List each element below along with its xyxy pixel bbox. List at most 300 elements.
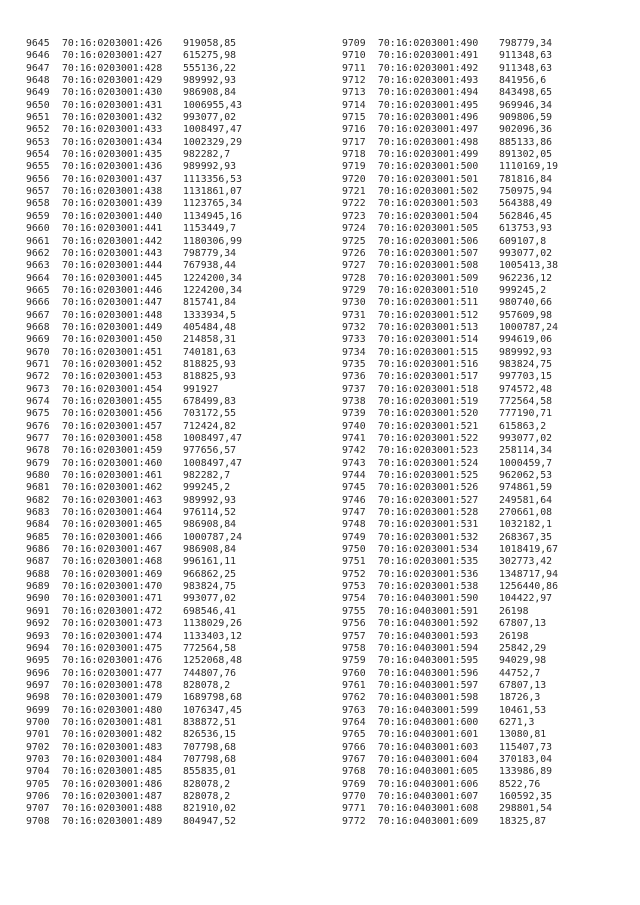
cadastral-number: 70:16:0203001:433	[62, 124, 163, 136]
cadastral-number: 70:16:0403001:600	[378, 716, 479, 728]
cadastral-number: 70:16:0203001:463	[62, 494, 163, 506]
cadastral-number: 70:16:0203001:490	[378, 38, 479, 49]
cadastral-value: 1133403,12	[183, 630, 242, 642]
cadastral-number: 70:16:0403001:606	[378, 778, 479, 790]
cadastral-number: 70:16:0203001:462	[62, 482, 163, 494]
cadastral-number: 70:16:0203001:520	[378, 408, 479, 420]
cadastral-number: 70:16:0403001:603	[378, 741, 479, 753]
cadastral-number: 70:16:0203001:469	[62, 568, 163, 580]
row-number: 9722	[342, 198, 366, 210]
table-row	[26, 75, 242, 87]
table-row	[342, 149, 558, 161]
row-number: 9656	[26, 173, 50, 185]
cadastral-value: 804947,52	[183, 815, 237, 827]
table-row	[26, 408, 242, 420]
cadastral-value: 133986,89	[499, 766, 553, 778]
cadastral-number: 70:16:0403001:595	[378, 655, 479, 667]
cadastral-value: 214858,31	[183, 334, 237, 346]
table-row	[342, 668, 558, 680]
cadastral-value: 982282,7	[183, 470, 231, 482]
cadastral-number: 70:16:0203001:488	[62, 803, 163, 815]
row-number: 9713	[342, 87, 366, 99]
row-number: 9766	[342, 741, 366, 753]
table-row	[342, 359, 558, 371]
cadastral-value: 104422,97	[499, 593, 553, 605]
table-row	[342, 236, 558, 248]
table-row	[26, 223, 242, 235]
row-number: 9679	[26, 457, 50, 469]
cadastral-value: 818825,93	[183, 358, 237, 370]
cadastral-number: 70:16:0203001:430	[62, 87, 163, 99]
cadastral-value: 993077,02	[183, 593, 237, 605]
row-number: 9705	[26, 778, 50, 790]
cadastral-value: 615275,98	[183, 50, 237, 62]
cadastral-value: 767938,44	[183, 260, 237, 272]
row-number: 9718	[342, 149, 366, 161]
table-row	[342, 742, 558, 754]
cadastral-value: 974861,59	[499, 482, 553, 494]
table-row	[342, 384, 558, 396]
cadastral-number: 70:16:0203001:524	[378, 457, 479, 469]
table-row	[342, 260, 558, 272]
cadastral-number: 70:16:0403001:605	[378, 766, 479, 778]
table-row	[26, 445, 242, 457]
cadastral-value: 1032182,1	[499, 519, 553, 531]
row-number: 9685	[26, 531, 50, 543]
cadastral-number: 70:16:0403001:597	[378, 679, 479, 691]
cadastral-value: 1076347,45	[183, 704, 242, 716]
cadastral-value: 997703,15	[499, 371, 553, 383]
row-number: 9655	[26, 161, 50, 173]
table-row	[342, 556, 558, 568]
cadastral-number: 70:16:0203001:432	[62, 112, 163, 124]
cadastral-value: 268367,35	[499, 531, 553, 543]
table-row	[342, 371, 558, 383]
row-number: 9670	[26, 346, 50, 358]
row-number: 9765	[342, 729, 366, 741]
row-number: 9697	[26, 679, 50, 691]
cadastral-value: 1002329,29	[183, 136, 242, 148]
cadastral-value: 564388,49	[499, 198, 553, 210]
row-number: 9666	[26, 297, 50, 309]
table-row	[342, 618, 558, 630]
cadastral-value: 115407,73	[499, 741, 553, 753]
cadastral-number: 70:16:0403001:591	[378, 605, 479, 617]
cadastral-number: 70:16:0203001:476	[62, 655, 163, 667]
row-number: 9657	[26, 186, 50, 198]
row-number: 9734	[342, 346, 366, 358]
cadastral-number: 70:16:0203001:527	[378, 494, 479, 506]
row-number: 9684	[26, 519, 50, 531]
cadastral-number: 70:16:0403001:592	[378, 618, 479, 630]
cadastral-value: 1153449,7	[183, 223, 237, 235]
cadastral-value: 67807,13	[499, 679, 547, 691]
cadastral-value: 909806,59	[499, 112, 553, 124]
cadastral-value: 6271,3	[499, 716, 535, 728]
table-row	[26, 236, 242, 248]
cadastral-number: 70:16:0203001:486	[62, 778, 163, 790]
cadastral-number: 70:16:0203001:471	[62, 593, 163, 605]
row-number: 9689	[26, 581, 50, 593]
row-number: 9694	[26, 642, 50, 654]
cadastral-value: 969946,34	[499, 99, 553, 111]
row-number: 9748	[342, 519, 366, 531]
cadastral-number: 70:16:0203001:443	[62, 247, 163, 259]
cadastral-value: 962236,12	[499, 272, 553, 284]
cadastral-value: 983824,75	[499, 358, 553, 370]
cadastral-value: 10461,53	[499, 704, 547, 716]
cadastral-number: 70:16:0203001:514	[378, 334, 479, 346]
cadastral-number: 70:16:0203001:500	[378, 161, 479, 173]
table-row	[26, 433, 242, 445]
cadastral-value: 44752,7	[499, 667, 541, 679]
row-number: 9768	[342, 766, 366, 778]
table-row	[26, 717, 242, 729]
cadastral-value: 703172,55	[183, 408, 237, 420]
cadastral-number: 70:16:0203001:457	[62, 420, 163, 432]
table-row	[26, 692, 242, 704]
table-row	[26, 174, 242, 186]
cadastral-value: 1008497,47	[183, 433, 242, 444]
table-row	[26, 186, 242, 198]
row-number: 9750	[342, 544, 366, 556]
table-row	[342, 680, 558, 692]
row-number: 9767	[342, 753, 366, 765]
cadastral-value: 772564,58	[183, 642, 237, 654]
row-number: 9749	[342, 531, 366, 543]
cadastral-number: 70:16:0203001:460	[62, 457, 163, 469]
row-number: 9732	[342, 321, 366, 333]
cadastral-number: 70:16:0203001:459	[62, 445, 163, 457]
cadastral-value: 1180306,99	[183, 235, 242, 247]
cadastral-number: 70:16:0203001:535	[378, 556, 479, 568]
row-number: 9720	[342, 173, 366, 185]
table-row	[26, 668, 242, 680]
table-row	[26, 680, 242, 692]
row-number: 9646	[26, 50, 50, 62]
row-number: 9709	[342, 38, 366, 49]
cadastral-value: 1131861,07	[183, 186, 242, 198]
table-row	[26, 371, 242, 383]
cadastral-number: 70:16:0203001:456	[62, 408, 163, 420]
cadastral-number: 70:16:0203001:466	[62, 531, 163, 543]
row-number: 9676	[26, 420, 50, 432]
table-row	[26, 655, 242, 667]
row-number: 9753	[342, 581, 366, 593]
cadastral-value: 999245,2	[499, 284, 547, 296]
cadastral-value: 18726,3	[499, 692, 541, 704]
cadastral-number: 70:16:0203001:441	[62, 223, 163, 235]
table-row	[342, 211, 558, 223]
row-number: 9702	[26, 741, 50, 753]
cadastral-number: 70:16:0203001:526	[378, 482, 479, 494]
cadastral-value: 977656,57	[183, 445, 237, 457]
row-number: 9680	[26, 470, 50, 482]
cadastral-number: 70:16:0403001:593	[378, 630, 479, 642]
cadastral-number: 70:16:0203001:472	[62, 605, 163, 617]
cadastral-value: 1689798,68	[183, 692, 242, 704]
row-number: 9730	[342, 297, 366, 309]
cadastral-number: 70:16:0203001:525	[378, 470, 479, 482]
cadastral-value: 1252068,48	[183, 655, 242, 667]
cadastral-number: 70:16:0203001:427	[62, 50, 163, 62]
cadastral-value: 815741,84	[183, 297, 237, 309]
table-row	[26, 569, 242, 581]
cadastral-value: 370183,04	[499, 753, 553, 765]
table-row	[342, 161, 558, 173]
cadastral-number: 70:16:0203001:442	[62, 235, 163, 247]
row-number: 9755	[342, 605, 366, 617]
table-row	[342, 544, 558, 556]
cadastral-number: 70:16:0403001:596	[378, 667, 479, 679]
cadastral-value: 777190,71	[499, 408, 553, 420]
cadastral-value: 1333934,5	[183, 309, 237, 321]
row-number: 9761	[342, 679, 366, 691]
cadastral-number: 70:16:0203001:468	[62, 556, 163, 568]
table-row	[342, 519, 558, 531]
table-row	[342, 717, 558, 729]
row-number: 9712	[342, 75, 366, 87]
row-number: 9729	[342, 284, 366, 296]
cadastral-value: 821910,02	[183, 803, 237, 815]
table-row	[26, 124, 242, 136]
cadastral-number: 70:16:0203001:538	[378, 581, 479, 593]
cadastral-value: 798779,34	[499, 38, 553, 49]
cadastral-value: 989992,93	[183, 75, 237, 87]
cadastral-value: 993077,02	[499, 433, 553, 444]
cadastral-number: 70:16:0203001:492	[378, 62, 479, 74]
table-row	[26, 63, 242, 75]
cadastral-value: 562846,45	[499, 210, 553, 222]
cadastral-value: 911348,63	[499, 50, 553, 62]
table-row	[26, 507, 242, 519]
table-row	[342, 532, 558, 544]
table-row	[26, 803, 242, 815]
row-number: 9764	[342, 716, 366, 728]
cadastral-number: 70:16:0403001:594	[378, 642, 479, 654]
cadastral-number: 70:16:0203001:508	[378, 260, 479, 272]
row-number: 9737	[342, 383, 366, 395]
cadastral-number: 70:16:0403001:590	[378, 593, 479, 605]
row-number: 9760	[342, 667, 366, 679]
cadastral-value: 1113356,53	[183, 173, 242, 185]
table-row	[342, 137, 558, 149]
table-row	[342, 396, 558, 408]
row-number: 9704	[26, 766, 50, 778]
row-number: 9724	[342, 223, 366, 235]
row-number: 9725	[342, 235, 366, 247]
table-row	[342, 569, 558, 581]
cadastral-value: 270661,08	[499, 507, 553, 519]
cadastral-number: 70:16:0203001:429	[62, 75, 163, 87]
cadastral-number: 70:16:0203001:534	[378, 544, 479, 556]
cadastral-value: 707798,68	[183, 741, 237, 753]
cadastral-number: 70:16:0203001:505	[378, 223, 479, 235]
cadastral-number: 70:16:0203001:494	[378, 87, 479, 99]
table-row	[26, 631, 242, 643]
table-row	[26, 581, 242, 593]
row-number: 9658	[26, 198, 50, 210]
cadastral-number: 70:16:0403001:598	[378, 692, 479, 704]
cadastral-number: 70:16:0203001:445	[62, 272, 163, 284]
row-number: 9733	[342, 334, 366, 346]
table-row	[26, 556, 242, 568]
row-number: 9719	[342, 161, 366, 173]
cadastral-value: 609107,8	[499, 235, 547, 247]
row-number: 9715	[342, 112, 366, 124]
cadastral-value: 613753,93	[499, 223, 553, 235]
cadastral-number: 70:16:0203001:474	[62, 630, 163, 642]
cadastral-number: 70:16:0203001:426	[62, 38, 163, 49]
row-number: 9741	[342, 433, 366, 444]
cadastral-number: 70:16:0203001:498	[378, 136, 479, 148]
row-number: 9717	[342, 136, 366, 148]
table-row	[342, 803, 558, 815]
row-number: 9671	[26, 358, 50, 370]
cadastral-value: 976114,52	[183, 507, 237, 519]
cadastral-number: 70:16:0203001:434	[62, 136, 163, 148]
cadastral-number: 70:16:0403001:609	[378, 815, 479, 827]
row-number: 9695	[26, 655, 50, 667]
cadastral-number: 70:16:0203001:467	[62, 544, 163, 556]
cadastral-value: 962062,53	[499, 470, 553, 482]
cadastral-number: 70:16:0203001:489	[62, 815, 163, 827]
cadastral-value: 772564,58	[499, 395, 553, 407]
table-row	[26, 137, 242, 149]
cadastral-number: 70:16:0403001:599	[378, 704, 479, 716]
cadastral-value: 828078,2	[183, 778, 231, 790]
row-number: 9735	[342, 358, 366, 370]
table-row	[26, 495, 242, 507]
cadastral-number: 70:16:0203001:478	[62, 679, 163, 691]
table-row	[26, 112, 242, 124]
table-row	[26, 482, 242, 494]
row-number: 9707	[26, 803, 50, 815]
cadastral-value: 67807,13	[499, 618, 547, 630]
cadastral-value: 986908,84	[183, 544, 237, 556]
row-number: 9758	[342, 642, 366, 654]
cadastral-number: 70:16:0203001:428	[62, 62, 163, 74]
cadastral-value: 94029,98	[499, 655, 547, 667]
table-row	[342, 248, 558, 260]
table-row	[342, 754, 558, 766]
table-row	[342, 729, 558, 741]
cadastral-value: 828078,2	[183, 790, 231, 802]
row-number: 9664	[26, 272, 50, 284]
cadastral-number: 70:16:0203001:496	[378, 112, 479, 124]
row-number: 9759	[342, 655, 366, 667]
row-number: 9686	[26, 544, 50, 556]
table-row	[342, 408, 558, 420]
cadastral-number: 70:16:0203001:497	[378, 124, 479, 136]
cadastral-number: 70:16:0203001:515	[378, 346, 479, 358]
cadastral-number: 70:16:0203001:513	[378, 321, 479, 333]
cadastral-number: 70:16:0203001:521	[378, 420, 479, 432]
cadastral-number: 70:16:0203001:461	[62, 470, 163, 482]
row-number: 9647	[26, 62, 50, 74]
row-number: 9659	[26, 210, 50, 222]
cadastral-value: 983824,75	[183, 581, 237, 593]
cadastral-number: 70:16:0203001:511	[378, 297, 479, 309]
cadastral-number: 70:16:0203001:528	[378, 507, 479, 519]
cadastral-value: 989992,93	[183, 494, 237, 506]
cadastral-value: 712424,82	[183, 420, 237, 432]
row-number: 9772	[342, 815, 366, 827]
cadastral-value: 1008497,47	[183, 457, 242, 469]
table-row	[26, 359, 242, 371]
table-row	[26, 519, 242, 531]
row-number: 9762	[342, 692, 366, 704]
cadastral-value: 1018419,67	[499, 544, 558, 556]
cadastral-number: 70:16:0203001:435	[62, 149, 163, 161]
row-number: 9650	[26, 99, 50, 111]
cadastral-number: 70:16:0203001:517	[378, 371, 479, 383]
row-number: 9683	[26, 507, 50, 519]
row-number: 9699	[26, 704, 50, 716]
table-row	[342, 766, 558, 778]
table-row	[342, 458, 558, 470]
cadastral-value: 891302,05	[499, 149, 553, 161]
cadastral-number: 70:16:0203001:437	[62, 173, 163, 185]
table-row	[342, 310, 558, 322]
cadastral-number: 70:16:0203001:536	[378, 568, 479, 580]
cadastral-value: 1224200,34	[183, 272, 242, 284]
cadastral-value: 991927	[183, 383, 219, 395]
table-row	[342, 482, 558, 494]
cadastral-number: 70:16:0203001:495	[378, 99, 479, 111]
cadastral-number: 70:16:0203001:479	[62, 692, 163, 704]
row-number: 9690	[26, 593, 50, 605]
table-row	[26, 458, 242, 470]
table-row	[26, 470, 242, 482]
cadastral-number: 70:16:0203001:465	[62, 519, 163, 531]
cadastral-number: 70:16:0203001:475	[62, 642, 163, 654]
right-column	[342, 38, 558, 828]
row-number: 9728	[342, 272, 366, 284]
table-row	[342, 692, 558, 704]
cadastral-number: 70:16:0203001:451	[62, 346, 163, 358]
cadastral-value: 615863,2	[499, 420, 547, 432]
cadastral-number: 70:16:0403001:607	[378, 790, 479, 802]
row-number: 9665	[26, 284, 50, 296]
table-row	[26, 606, 242, 618]
table-row	[26, 754, 242, 766]
cadastral-number: 70:16:0203001:502	[378, 186, 479, 198]
table-row	[342, 223, 558, 235]
table-row	[342, 63, 558, 75]
cadastral-value: 911348,63	[499, 62, 553, 74]
cadastral-number: 70:16:0203001:531	[378, 519, 479, 531]
row-number: 9662	[26, 247, 50, 259]
cadastral-value: 781816,84	[499, 173, 553, 185]
cadastral-value: 986908,84	[183, 87, 237, 99]
cadastral-number: 70:16:0403001:608	[378, 803, 479, 815]
cadastral-value: 1134945,16	[183, 210, 242, 222]
cadastral-number: 70:16:0203001:431	[62, 99, 163, 111]
table-row	[26, 421, 242, 433]
row-number: 9727	[342, 260, 366, 272]
cadastral-number: 70:16:0203001:464	[62, 507, 163, 519]
table-row	[26, 100, 242, 112]
row-number: 9675	[26, 408, 50, 420]
row-number: 9721	[342, 186, 366, 198]
table-row	[26, 198, 242, 210]
row-number: 9660	[26, 223, 50, 235]
cadastral-number: 70:16:0203001:480	[62, 704, 163, 716]
cadastral-value: 818825,93	[183, 371, 237, 383]
row-number: 9736	[342, 371, 366, 383]
row-number: 9751	[342, 556, 366, 568]
